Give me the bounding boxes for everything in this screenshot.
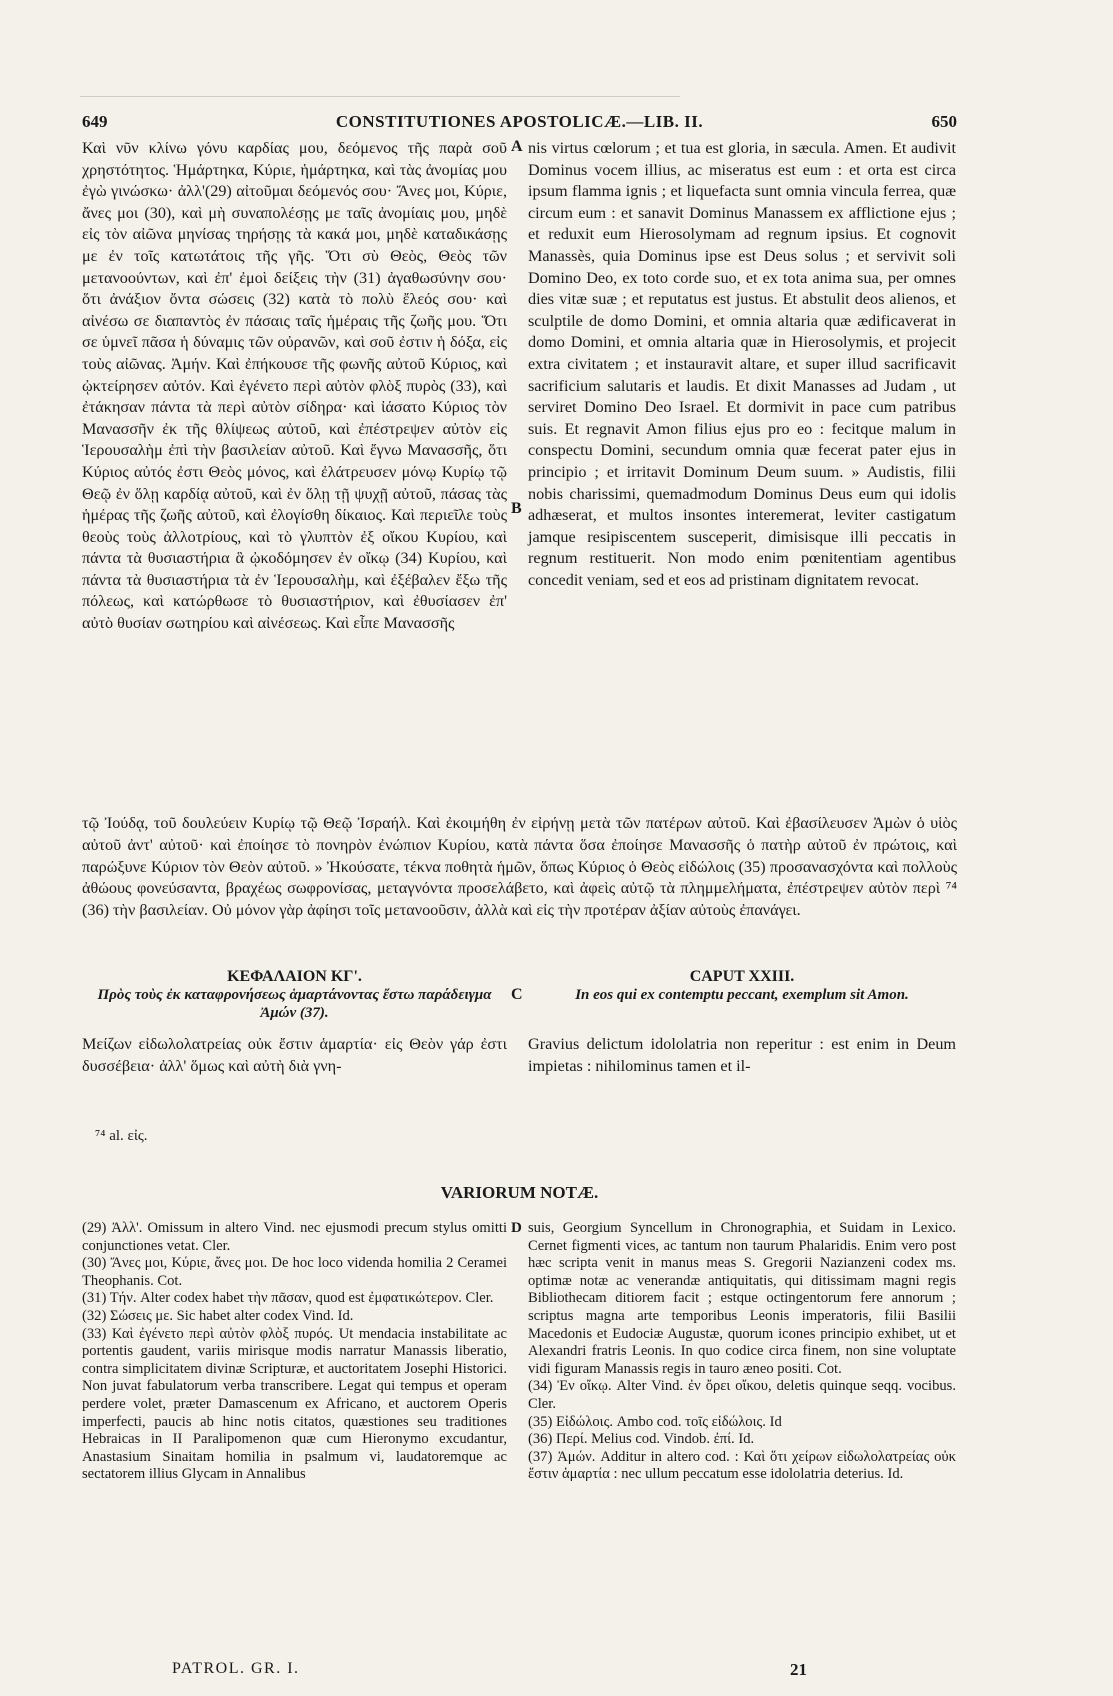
marker-b: B xyxy=(511,500,522,517)
note-30: (30) Ἄνες μοι, Κύριε, ἄνες μοι. De hoc loco videnda homilia 2 Ceramei Theophanis. Cot. xyxy=(82,1255,507,1289)
note-29: (29) Ἀλλ'. Omissum in altero Vind. nec ejusmodi precum stylus omitti conjunctiones vetat. Cler. xyxy=(82,1220,507,1254)
marker-a: A xyxy=(511,138,523,155)
chapter-body-greek: Μείζων εἰδωλολατρείας οὐκ ἔστιν ἁμαρτία· εἰς Θεὸν γάρ ἐστι δυσσέβεια· ἀλλ' ὅμως καὶ αὐτὴ διὰ γνη- xyxy=(82,1035,507,1075)
chapter-title-greek: ΚΕΦΑΛΑΙΟΝ ΚΓ'. xyxy=(227,968,362,985)
note-37: (37) Ἀμών. Additur in altero cod. : Καὶ ὅτι χείρων εἰδωλολατρείας οὐκ ἔστιν ἁμαρτία : nec ullum peccatum esse idololatria deterius. Id. xyxy=(528,1448,956,1483)
note-33-continued: suis, Georgium Syncellum in Chronographia, et Suidam in Lexico. Cernet figmenti vices, ac tantum non taurum Phalaridis. Enim vero post hæc scripta venit in manus meas S. Gregorii Nazianzeni codex ms. optimæ notæ ac venerandæ antiquitatis, qui ditissimam magni regis Bibliothecam ditiorem facit ; estque octingentorum fere annorum ; scriptus magna arte temporibus Leonis imperatoris, filii Basilii Macedonis et Eudociæ Augustæ, quorum icones principio exhibet, ut et Alexandri fratris Leonis. In quo codice circa finem, non sine voluptate vidi figuram Manassis regis in tauro æneo positi. Cot. xyxy=(528,1220,956,1377)
chapter-heading-latin xyxy=(528,968,956,1004)
note-35: (35) Εἰδώλοις. Ambo cod. τοῖς εἰδώλοις. Id xyxy=(528,1413,782,1430)
chapter-body-latin: Gravius delictum idololatria non reperitur : est enim in Deum impietas : nihilominus tamen et il- xyxy=(528,1035,956,1075)
chapter-subtitle-latin: In eos qui ex contemptu peccant, exemplum sit Amon. xyxy=(575,987,909,1003)
chapter-subtitle-greek: Πρὸς τοὺς ἐκ καταφρονήσεως ἁμαρτάνοντας ἔστω παράδειγμα Ἀμών (37). xyxy=(97,987,492,1021)
footnote: ⁷⁴ al. εἰς. xyxy=(95,1128,148,1144)
greek-column-top: Καὶ νῦν κλίνω γόνυ καρδίας μου, δεόμενος τῆς παρὰ σοῦ χρηστότητος. Ἡμάρτηκα, Κύριε, ἡμάρτηκα, καὶ τὰς ἀνομίας μου ἐγὼ γινώσκω· ἀλλ'(29) αἰτοῦμαι δεόμενός σου· Ἄνες μοι, Κύριε, ἄνες μοι (30), καὶ μὴ συναπολέσῃς με ταῖς ἀνομίαις μου, μηδὲ εἰς τὸν αἰῶνα μηνίσας τηρήσῃς τὰ κακά μοι, μηδὲ καταδικάσῃς με ἐν τοῖς κατωτάτοις τῆς γῆς. Ὅτι σὺ Θεὸς, Θεὸς τῶν μετανοούντων, καὶ ἐπ' ἐμοὶ δείξεις τὴν (31) ἀγαθωσύνην σου· ὅτι ἀνάξιον ὄντα σώσεις (32) κατὰ τὸ πολὺ ἔλεός σου· καὶ αἰνέσω σε διαπαντὸς ἐν πάσαις ταῖς ἡμέραις τῆς ζωῆς μου. Ὅτι σε ὑμνεῖ πᾶσα ἡ δύναμις τῶν οὐρανῶν, καὶ σοῦ ἐστιν ἡ δόξα, εἰς τοὺς αἰῶνας. Ἀμήν. Καὶ ἐπήκουσε τῆς φωνῆς αὐτοῦ Κύριος, καὶ ᾠκτείρησεν αὐτόν. Καὶ ἐγένετο περὶ αὐτὸν φλὸξ πυρὸς (33), καὶ ἐτάκησαν πάντα τὰ περὶ αὐτὸν σίδηρα· καὶ ἰάσατο Κύριος τὸν Μανασσῆν ἐκ τῆς θλίψεως αὐτοῦ, καὶ ἐπέστρεψεν αὐτὸν εἰς Ἱερουσαλὴμ ἐπὶ τὴν βασιλείαν αὐτοῦ. Καὶ ἔγνω Μανασσῆς, ὅτι Κύριος αὐτός ἐστι Θεὸς μόνος, καὶ ἐλάτρευσεν μόνῳ Κυρίῳ τῷ Θεῷ ἐν ὅλῃ καρδίᾳ αὐτοῦ, καὶ ἐν ὅλῃ τῇ ψυχῇ αὐτοῦ, πάσας τὰς ἡμέρας τῆς ζωῆς αὐτοῦ, καὶ ἐλογίσθη δίκαιος. Καὶ περιεῖλε τοὺς θεοὺς τοὺς ἀλλοτρίους, καὶ τὸ γλυπτὸν ἐξ οἴκου Κυρίου, καὶ πάντα τὰ θυσιαστήρια ἃ ᾠκοδόμησεν ἐν οἴκῳ (34) Κυρίου, καὶ πάντα τὰ θυσιαστήρια τὰ ἐν Ἱερουσαλὴμ, καὶ ἐξέβαλεν ἔξω τῆς πόλεως, καὶ κατώρθωσε τὸ θυσιαστήριον, καὶ ἐθυσίασεν ἐπ' αὐτὸ θυσίαν σωτηρίου καὶ αἰνέσεως. Καὶ εἶπε Μανασσῆς xyxy=(82,139,507,633)
notes-title: VARIORUM NOTÆ. xyxy=(440,1183,599,1202)
footer-signature: 21 xyxy=(790,1660,807,1679)
footer-series: PATROL. GR. I. xyxy=(172,1660,300,1677)
note-32: (32) Σώσεις με. Sic habet alter codex Vind. Id. xyxy=(82,1307,354,1324)
latin-column-top: nis virtus cœlorum ; et tua est gloria, in sæcula. Amen. Et audivit Dominus vocem illius, ac miseratus est eum : et orta est circa ipsum flamma ignis ; et liquefacta sunt omnia vincula ferrea, quæ circum eum : et sanavit Dominus Manassem ex afflictione ejus ; et reduxit eum Hierosolymam ad regnum ipsius. Et cognovit Manassès, quia Dominus ipse est Deus solus ; et servivit soli Domino Deo, ex toto corde suo, et ex tota anima sua, per omnes dies vitæ suæ ; et reputatus est justus. Et abstulit deos alienos, et sculptile de domo Domini, et omnia altaria quæ ædificaverat in domo Domini, et omnia altaria quæ in Hierosolymis, et projecit extra civitatem ; et instauravit altare, et super illud sacrificavit sacrificium salutaris et laudis. Et dixit Manasses ad Judam , ut serviret Domino Deo Israel. Et dormivit in pace cum patribus suis. Et regnavit Amon filius ejus pro eo : fecitque malum in conspectu Domini, secundum omnia quæ fecerat pater ejus in principio ; et irritavit Dominum Deum suum. » Audistis, filii nobis charissimi, quemadmodum Dominus Deus eum qui idolis adhæserat, et multos insontes interemerat, leviter castigatum jamque resipiscentem susceperit, dimisisque illi peccatis in regnum restituerit. Non modo enim pœnitentiam agentibus concedit veniam, sed et eos ad pristinam dignitatem revocat. xyxy=(528,139,956,589)
right-column-number: 650 xyxy=(931,112,957,131)
marker-d: D xyxy=(511,1220,522,1236)
page-title: CONSTITUTIONES APOSTOLICÆ.—LIB. II. xyxy=(335,112,704,131)
running-header xyxy=(82,112,957,138)
marker-c: C xyxy=(511,986,523,1003)
note-34: (34) Ἐν οἴκῳ. Alter Vind. ἐν ὄρει οἴκου, deletis quinque seqq. vocibus. Cler. xyxy=(528,1378,956,1412)
greek-full-width-text: τῷ Ἰούδᾳ, τοῦ δουλεύειν Κυρίῳ τῷ Θεῷ Ἰσραήλ. Καὶ ἐκοιμήθη ἐν εἰρήνῃ μετὰ τῶν πατέρων αὐτοῦ. Καὶ ἐβασίλευσεν Ἀμὼν ὁ υἱὸς αὐτοῦ ἀντ' αὐτοῦ· καὶ ἐποίησε τὸ πονηρὸν ἐνώπιον Κυρίου, κατὰ πάντα ὅσα ἐποίησε Μανασσῆς ὁ πατὴρ αὐτοῦ ἐν πρώτοις, καὶ παρώξυνε Κύριον τὸν Θεὸν αὐτοῦ. » Ἠκούσατε, τέκνα ποθητὰ ἡμῶν, ὅπως Κύριος ὁ Θεὸς εἰδώλοις (35) προσανασχόντα καὶ πολλοὺς ἀθώους φονεύσαντα, βραχέως σωφρονίσας, μεταγνόντα προσελάβετο, καὶ ἀφεὶς αὐτῷ τὰ πλημμελήματα, ἐπέστρεψεν αὐτὸν περὶ ⁷⁴ (36) τὴν βασιλείαν. Οὐ μόνον γὰρ ἀφίησι τοῖς μετανοοῦσιν, ἀλλὰ καὶ εἰς τὴν προτέραν ἀξίαν αὐτοὺς ἐπανάγει. xyxy=(82,814,957,920)
chapter-title-latin: CAPUT XXIII. xyxy=(689,968,795,985)
note-33: (33) Καὶ ἐγένετο περὶ αὐτὸν φλὸξ πυρός. Ut mendacia instabilitate ac portentis gaudent, variis mirisque modis narratur Manassis liberatio, contra simplicitatem divinæ Scripturæ, et auctoritatem Josephi Historici. Non juvat fabulatorum verba transcribere. Legat qui tempus et operam perdere volet, præter Damascenum ex Africano, et auctorem Operis imperfecti, paucis ab hinc notis citatos, quæstiones seu traditiones Hebraicas in II Paralipomenon quæ cum Hieronymo excudantur, Anastasium Sinaitam homilia in psalmum vi, laudatoremque ac sectatorem illius Glycam in Annalibus xyxy=(82,1325,507,1483)
scan-mark xyxy=(80,96,680,97)
note-31: (31) Τήν. Alter codex habet τὴν πᾶσαν, quod est ἐμφατικώτερον. Cler. xyxy=(82,1290,494,1307)
notes-right-column xyxy=(528,1220,956,1484)
note-36: (36) Περί. Melius cod. Vindob. ἐπί. Id. xyxy=(528,1431,755,1448)
left-column-number: 649 xyxy=(82,112,108,131)
chapter-heading-greek xyxy=(82,968,507,1022)
notes-left-column xyxy=(82,1220,507,1484)
